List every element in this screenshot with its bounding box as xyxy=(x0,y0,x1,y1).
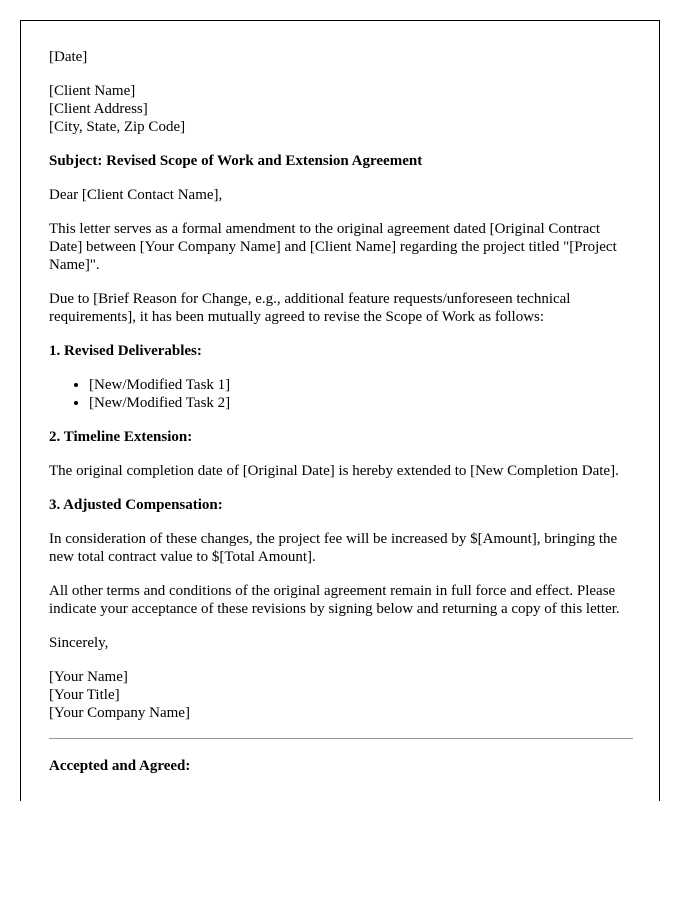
letter-subject: Subject: Revised Scope of Work and Extension Agreement xyxy=(49,153,423,169)
recipient-name: [Client Name] xyxy=(49,83,136,99)
letter-date: [Date] xyxy=(49,49,88,65)
intro-paragraph: This letter serves as a formal amendment to the original agreement dated [Original Contract Date] between [Your Company Name] and [Client Name] regarding the project titled "[Project Name]". xyxy=(49,221,617,273)
closing-paragraph: All other terms and conditions of the original agreement remain in full force and effect. Please indicate your acceptance of these revisions by signing below and returning a copy of this letter. xyxy=(49,583,620,617)
section-heading-compensation: 3. Adjusted Compensation: xyxy=(49,497,223,513)
list-item: • [New/Modified Task 1] xyxy=(89,376,633,394)
letter-body xyxy=(49,48,633,775)
sender-title: [Your Title] xyxy=(49,687,120,703)
sender-block xyxy=(49,668,633,722)
list-item: • [New/Modified Task 2] xyxy=(89,394,633,412)
letter-page xyxy=(20,20,660,801)
section-heading-timeline: 2. Timeline Extension: xyxy=(49,429,193,445)
divider xyxy=(49,738,633,739)
letter-salutation: Dear [Client Contact Name], xyxy=(49,187,223,203)
acceptance-heading: Accepted and Agreed: xyxy=(49,758,191,774)
reason-paragraph: Due to [Brief Reason for Change, e.g., additional feature requests/unforeseen technical requirements], it has been mutually agreed to revise the Scope of Work as follows: xyxy=(49,291,571,325)
timeline-paragraph: The original completion date of [Original Date] is hereby extended to [New Completion Date]. xyxy=(49,463,619,479)
recipient-block xyxy=(49,82,633,136)
deliverables-list xyxy=(49,376,633,412)
section-heading-deliverables: 1. Revised Deliverables: xyxy=(49,343,202,359)
sign-off: Sincerely, xyxy=(49,635,109,651)
compensation-paragraph: In consideration of these changes, the project fee will be increased by $[Amount], bringing the new total contract value to $[Total Amount]. xyxy=(49,531,618,565)
recipient-city-state-zip: [City, State, Zip Code] xyxy=(49,119,186,135)
sender-name: [Your Name] xyxy=(49,669,128,685)
sender-company: [Your Company Name] xyxy=(49,705,190,721)
recipient-address: [Client Address] xyxy=(49,101,148,117)
